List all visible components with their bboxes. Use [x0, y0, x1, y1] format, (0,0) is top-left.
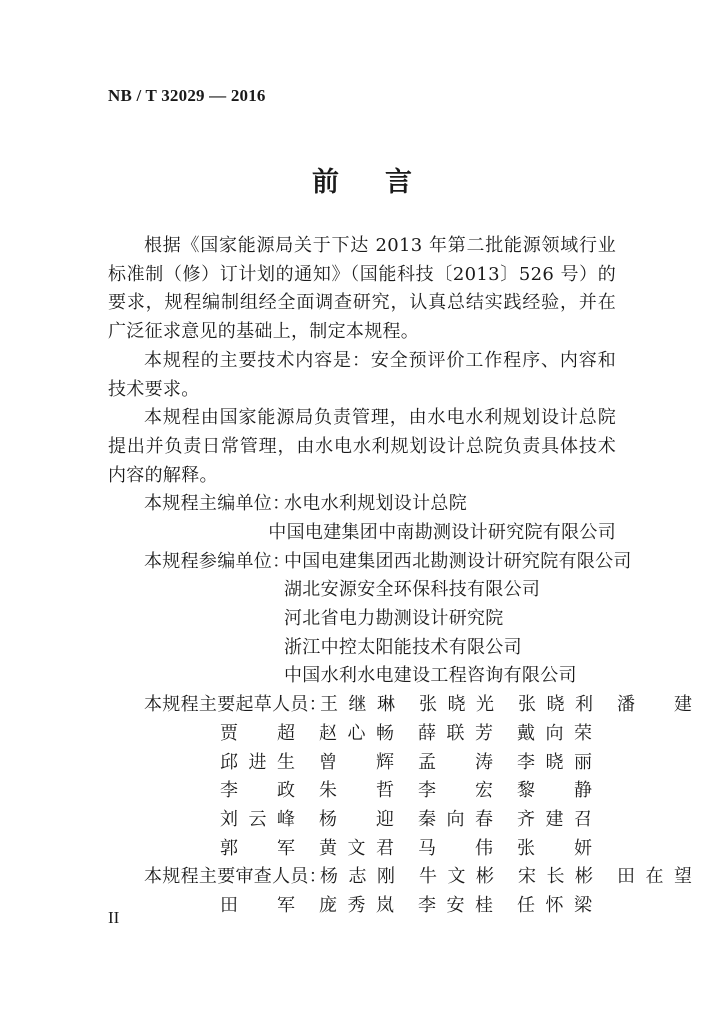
participant-unit: 中国电建集团西北勘测设计研究院有限公司 — [284, 550, 632, 572]
participant-unit: 浙江中控太阳能技术有限公司 — [284, 636, 522, 658]
drafter-name: 张晓光 — [419, 694, 494, 716]
drafter-name: 孟涛 — [418, 751, 493, 773]
drafter-name: 李晓丽 — [517, 751, 592, 773]
standard-code: NB / T 32029 — 2016 — [108, 86, 266, 105]
drafters-row — [108, 806, 616, 835]
reviewer-name: 庞秀岚 — [319, 894, 394, 916]
drafters-row — [108, 835, 616, 864]
drafter-name: 邱进生 — [220, 751, 295, 773]
reviewers-row — [108, 863, 692, 892]
drafter-name: 齐建召 — [517, 808, 592, 830]
participant-row — [108, 634, 616, 663]
participant-unit: 湖北安源安全环保科技有限公司 — [284, 579, 541, 601]
drafter-name: 王继琳 — [320, 694, 395, 716]
drafter-name: 戴向荣 — [517, 722, 592, 744]
drafter-name: 黎静 — [517, 780, 592, 802]
reviewer-name: 牛文彬 — [419, 866, 494, 888]
paragraph-main-content: 本规程的主要技术内容是：安全预评价工作程序、内容和技术要求。 — [108, 349, 616, 400]
drafter-name: 李政 — [220, 780, 295, 802]
drafter-name: 贾超 — [220, 722, 295, 744]
chief-editor-label: 本规程主编单位： — [144, 493, 291, 515]
drafter-name: 张妍 — [517, 837, 592, 859]
drafter-name: 赵心畅 — [319, 722, 394, 744]
participant-row — [108, 662, 616, 691]
drafter-name: 郭军 — [220, 837, 295, 859]
drafters-row — [108, 691, 692, 720]
reviewer-name: 田军 — [220, 894, 295, 916]
reviewer-name: 宋长彬 — [518, 866, 593, 888]
participant-row — [108, 605, 616, 634]
chief-editor-row — [108, 519, 616, 548]
page-title: 前言 — [312, 167, 458, 198]
drafter-name: 曾辉 — [319, 751, 394, 773]
chief-editor-unit: 中国电建集团中南勘测设计研究院有限公司 — [268, 522, 616, 544]
participant-unit: 河北省电力勘测设计研究院 — [284, 608, 504, 630]
drafters-label: 本规程主要起草人员： — [144, 694, 327, 716]
drafter-name: 杨迎 — [319, 808, 394, 830]
chief-editor-row — [108, 490, 616, 519]
drafter-name: 李宏 — [418, 780, 493, 802]
drafter-name: 朱哲 — [319, 780, 394, 802]
reviewer-name: 李安桂 — [418, 894, 493, 916]
drafter-name: 秦向春 — [418, 808, 493, 830]
participant-row — [108, 576, 616, 605]
participants-label: 本规程参编单位： — [144, 550, 291, 572]
drafters-row — [108, 777, 616, 806]
participant-row — [108, 548, 632, 577]
participant-unit: 中国水利水电建设工程咨询有限公司 — [284, 665, 577, 687]
drafter-name: 刘云峰 — [220, 808, 295, 830]
drafters-row — [108, 749, 616, 778]
drafter-name: 张晓利 — [518, 694, 593, 716]
drafter-name: 黄文君 — [319, 837, 394, 859]
reviewer-name: 任怀梁 — [517, 894, 592, 916]
drafter-name: 潘建 — [617, 694, 692, 716]
paragraph-management: 本规程由国家能源局负责管理，由水电水利规划设计总院提出并负责日常管理，由水电水利规划设计总院负责具体技术内容的解释。 — [108, 407, 616, 486]
reviewer-name: 杨志刚 — [320, 866, 395, 888]
paragraph-basis: 根据《国家能源局关于下达 2013 年第二批能源领域行业标准制（修）订计划的通知》（国能科技〔2013〕526 号）的要求，规程编制组经全面调查研究，认真总结实践经验，并在广泛征求意见的基础上，制定本规程。 — [108, 235, 616, 343]
reviewers-row — [108, 892, 616, 921]
reviewers-label: 本规程主要审查人员： — [144, 866, 327, 888]
reviewer-name: 田在望 — [617, 866, 692, 888]
document-body — [108, 232, 692, 921]
drafters-row — [108, 720, 616, 749]
page-number: II — [108, 908, 120, 927]
drafter-name: 马伟 — [418, 837, 493, 859]
chief-editor-unit: 水电水利规划设计总院 — [284, 493, 467, 515]
drafter-name: 薛联芳 — [418, 722, 493, 744]
